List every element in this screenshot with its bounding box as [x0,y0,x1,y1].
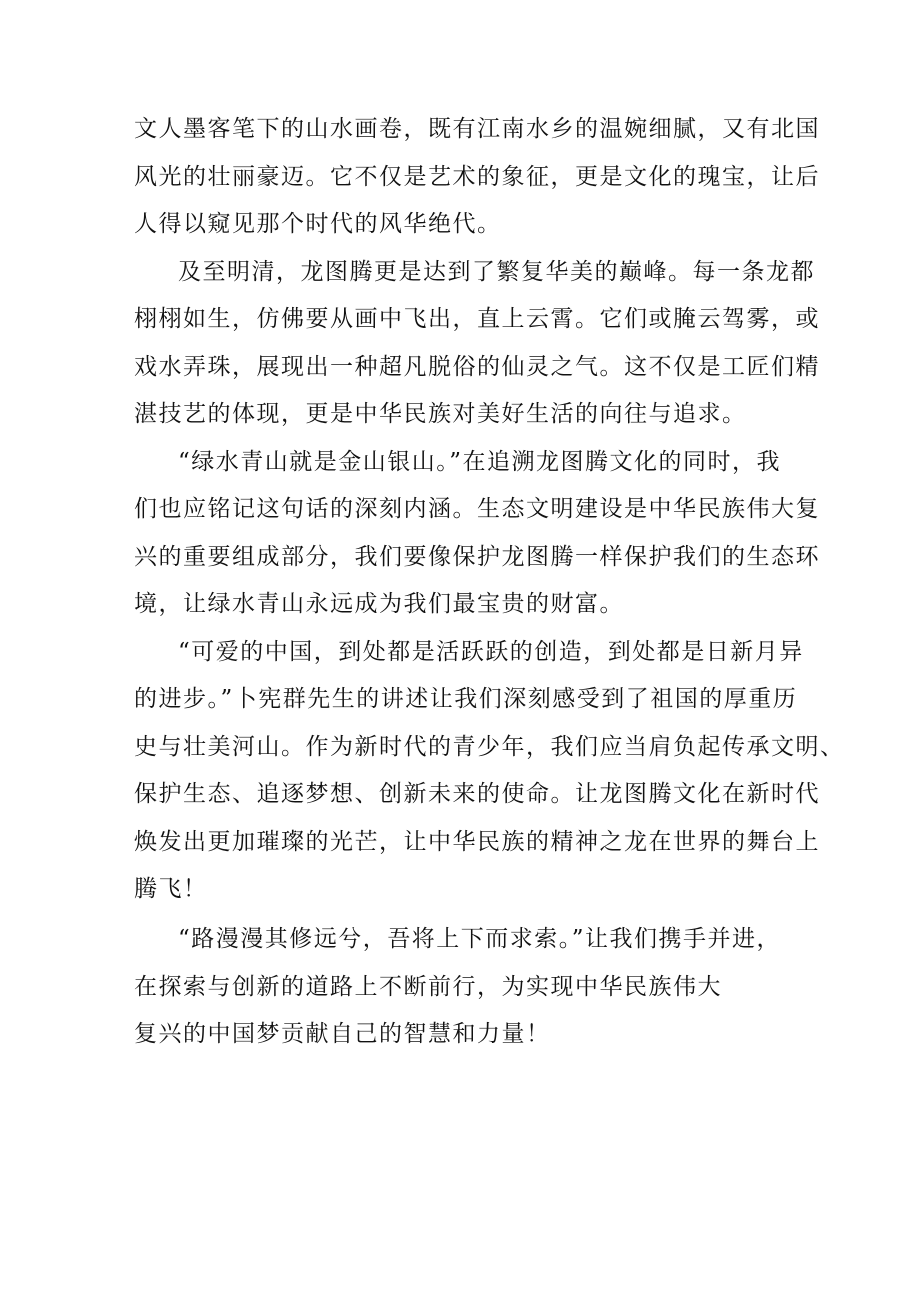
text-line: 境，让绿水青山永远成为我们最宝贵的财富。 [134,591,624,617]
text-line: 人得以窥见那个时代的风华绝代。 [134,211,502,237]
text-line: 兴的重要组成部分，我们要像保护龙图腾一样保护我们的生态环 [134,543,820,570]
text-line: 的进步。”卜宪群先生的讲述让我们深刻感受到了祖国的厚重历 [134,686,798,712]
text-line: 焕发出更加璀璨的光芒，让中华民族的精神之龙在世界的舞台上 [134,828,820,855]
text-line: “可爱的中国，到处都是活跃跃的创造，到处都是日新月异 [178,638,804,665]
text-line: 腾飞！ [134,876,208,902]
text-line: 风光的壮丽豪迈。它不仅是艺术的象征，更是文化的瑰宝，让后 [134,163,820,190]
text-line: “绿水青山就是金山银山。”在追溯龙图腾文化的同时，我 [178,448,782,475]
paragraph-5 [134,914,799,1059]
paragraph-4 [134,629,845,914]
text-line: 栩栩如生，仿佛要从画中飞出，直上云霄。它们或腌云驾雾，或 [134,306,820,332]
text-line: 在探索与创新的道路上不断前行，为实现中华民族伟大 [134,973,722,1000]
paragraph-3 [134,439,820,629]
paragraph-1 [134,106,820,249]
text-line: 文人墨客笔下的山水画卷，既有江南水乡的温婉细腻，又有北国 [134,116,820,142]
text-line: 复兴的中国梦贡献自己的智慧和力量！ [134,1021,551,1047]
text-line: 史与壮美河山。作为新时代的青少年，我们应当肩负起传承文明、 [134,733,845,760]
text-line: 湛技艺的体现，更是中华民族对美好生活的向往与追求。 [134,401,747,427]
text-line: 们也应铭记这句话的深刻内涵。生态文明建设是中华民族伟大复 [134,496,820,522]
text-line: “路漫漫其修远兮，吾将上下而求索。”让我们携手并进， [178,925,782,952]
text-line: 戏水弄珠，展现出一种超凡脱俗的仙灵之气。这不仅是工匠们精 [134,353,820,380]
body-text [134,106,845,1059]
text-line: 及至明清，龙图腾更是达到了繁复华美的巅峰。每一条龙都 [178,258,815,285]
text-line: 保护生态、追逐梦想、创新未来的使命。让龙图腾文化在新时代 [134,781,820,807]
paragraph-2 [134,249,820,439]
